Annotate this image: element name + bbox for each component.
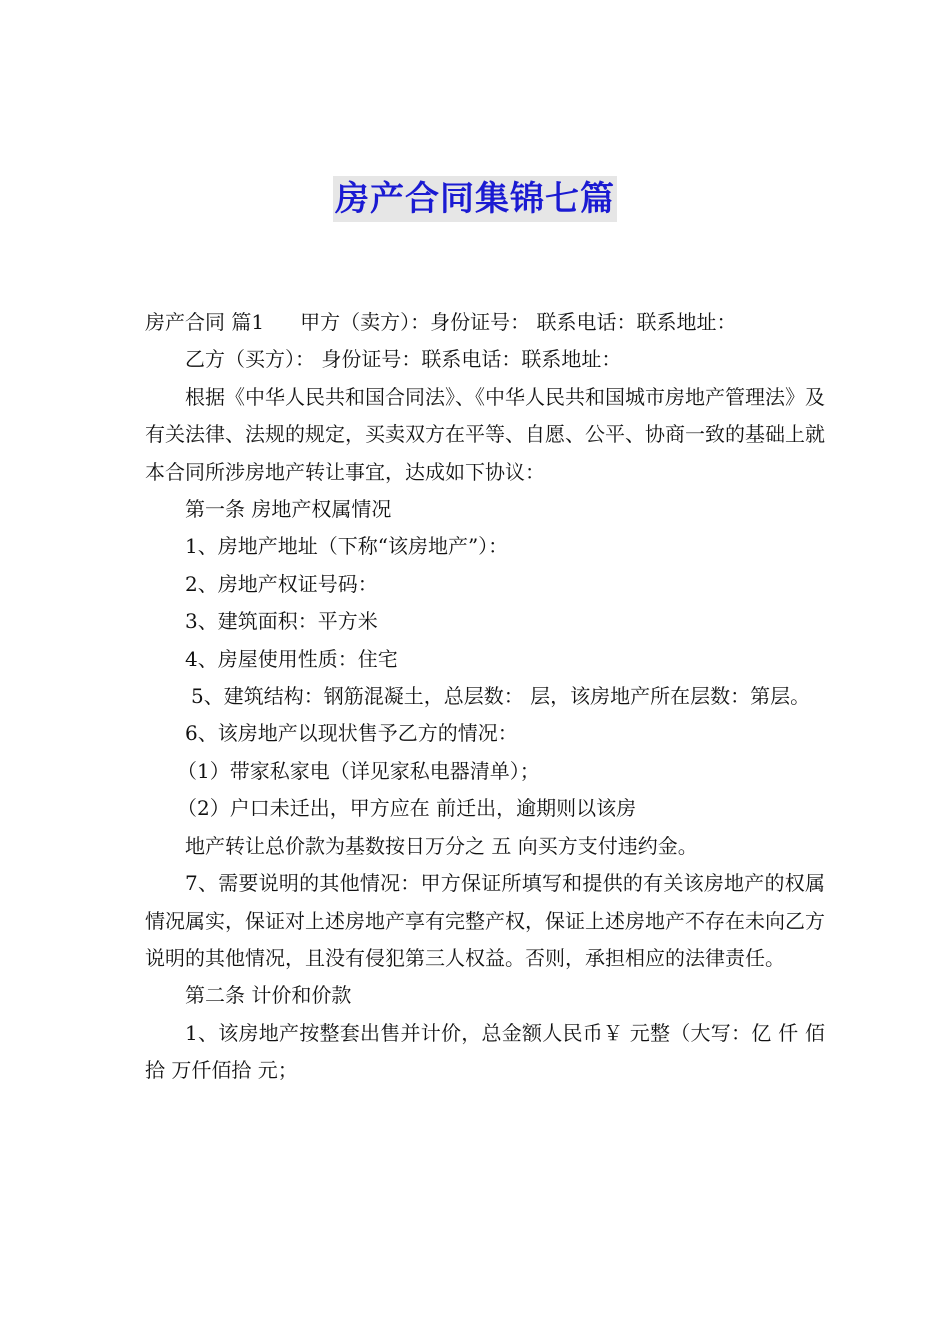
article-1-item-4: 4、房屋使用性质：住宅 (185, 646, 398, 671)
title-container (0, 176, 950, 222)
article-1-item-5: 5、建筑结构：钢筋混凝土，总层数： 层，该房地产所在层数：第层。 (191, 684, 811, 709)
article-1-item-6-sub-2-cont: 地产转让总价款为基数按日万分之 五 向买方支付违约金。 (185, 833, 698, 858)
article-1-item-6-sub-2: （2）户口未迁出，甲方应在 前迁出，逾期则以该房 (177, 796, 637, 821)
article-1-heading: 第一条 房地产权属情况 (185, 497, 392, 522)
article-2-item-1: 1、该房地产按整套出售并计价，总金额人民币￥ 元整（大写：亿 仟 佰 拾 万仟佰拾 元； (145, 1020, 825, 1083)
document-title: 房产合同集锦七篇 (333, 176, 617, 222)
paragraph-contract-header (145, 304, 825, 341)
article-1-item-6-sub-1: （1）带家私家电（详见家私电器清单）； (177, 758, 540, 783)
article-1-item-6: 6、该房地产以现状售予乙方的情况： (185, 721, 518, 746)
article-1-item-3: 3、建筑面积：平方米 (185, 609, 378, 634)
article-1-item-1: 1、房地产地址（下称“该房地产”）： (185, 534, 509, 559)
party-a-line: 甲方（卖方）：身份证号： 联系电话：联系地址： (300, 310, 737, 334)
paragraph-preamble: 根据《中华人民共和国合同法》、《中华人民共和国城市房地产管理法》及有关法律、法规的规定，买卖双方在平等、自愿、公平、协商一致的基础上就本合同所涉房地产转让事宜，达成如下协议： (145, 384, 825, 484)
party-b-line: 乙方（买方）： 身份证号：联系电话：联系地址： (185, 347, 622, 372)
article-1-item-7: 7、需要说明的其他情况：甲方保证所填写和提供的有关该房地产的权属情况属实，保证对上述房地产享有完整产权，保证上述房地产不存在未向乙方说明的其他情况，且没有侵犯第三人权益。否则，承担相应的法律责任。 (145, 871, 825, 970)
document-body (145, 304, 825, 1090)
contract-heading: 房产合同 篇1 (145, 310, 265, 334)
article-1-item-2: 2、房地产权证号码： (185, 571, 378, 596)
article-2-heading: 第二条 计价和价款 (185, 983, 352, 1008)
